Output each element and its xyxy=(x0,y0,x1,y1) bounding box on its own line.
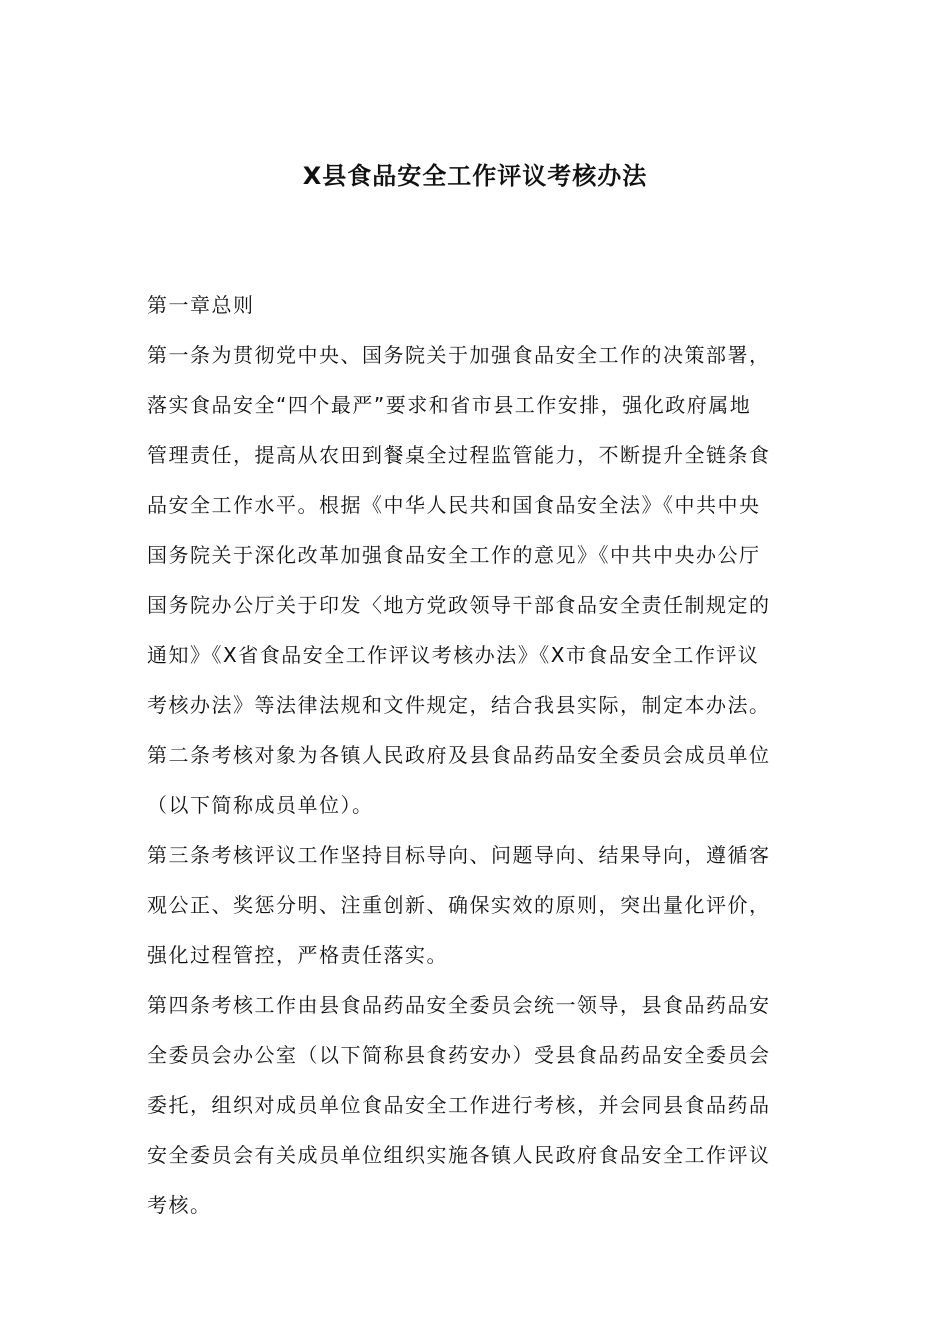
text-line: 考核办法》等法律法规和文件规定，结合我县实际，制定本办法。 xyxy=(147,693,771,717)
text-line: 第二条考核对象为各镇人民政府及县食品药品安全委员会成员单位 xyxy=(147,743,771,767)
text-line: 全委员会办公室（以下简称县食药安办）受县食品药品安全委员会 xyxy=(147,1043,771,1067)
text-line: 品安全工作水平。根据《中华人民共和国食品安全法》《中共中央 xyxy=(147,493,761,517)
text-line: 通知》《X省食品安全工作评议考核办法》《X市食品安全工作评议 xyxy=(147,643,760,667)
text-line: 管理责任，提高从农田到餐桌全过程监管能力，不断提升全链条食 xyxy=(147,443,771,467)
text-line: 强化过程管控，严格责任落实。 xyxy=(147,943,448,967)
document-title: X县食品安全工作评议考核办法 xyxy=(302,162,648,190)
text-line: 落实食品安全“四个最严”要求和省市县工作安排，强化政府属地 xyxy=(147,393,752,417)
text-line: 国务院关于深化改革加强食品安全工作的意见》《中共中央办公厅 xyxy=(147,543,761,567)
text-line: （以下简称成员单位）。 xyxy=(147,793,374,817)
text-line: 第一条为贯彻党中央、国务院关于加强食品安全工作的决策部署， xyxy=(147,343,771,367)
text-line: 第三条考核评议工作坚持目标导向、问题导向、结果导向，遵循客 xyxy=(147,843,771,867)
document-body xyxy=(147,280,807,1230)
text-line: 考核。 xyxy=(147,1193,212,1217)
text-line: 观公正、奖惩分明、注重创新、确保实效的原则，突出量化评价， xyxy=(147,893,771,917)
text-line: 第四条考核工作由县食品药品安全委员会统一领导，县食品药品安 xyxy=(147,993,771,1017)
text-line: 国务院办公厅关于印发〈地方党政领导干部食品安全责任制规定的 xyxy=(147,593,771,617)
text-line: 安全委员会有关成员单位组织实施各镇人民政府食品安全工作评议 xyxy=(147,1143,771,1167)
text-line: 委托，组织对成员单位食品安全工作进行考核，并会同县食品药品 xyxy=(147,1093,771,1117)
chapter-heading: 第一章总则 xyxy=(147,293,255,317)
